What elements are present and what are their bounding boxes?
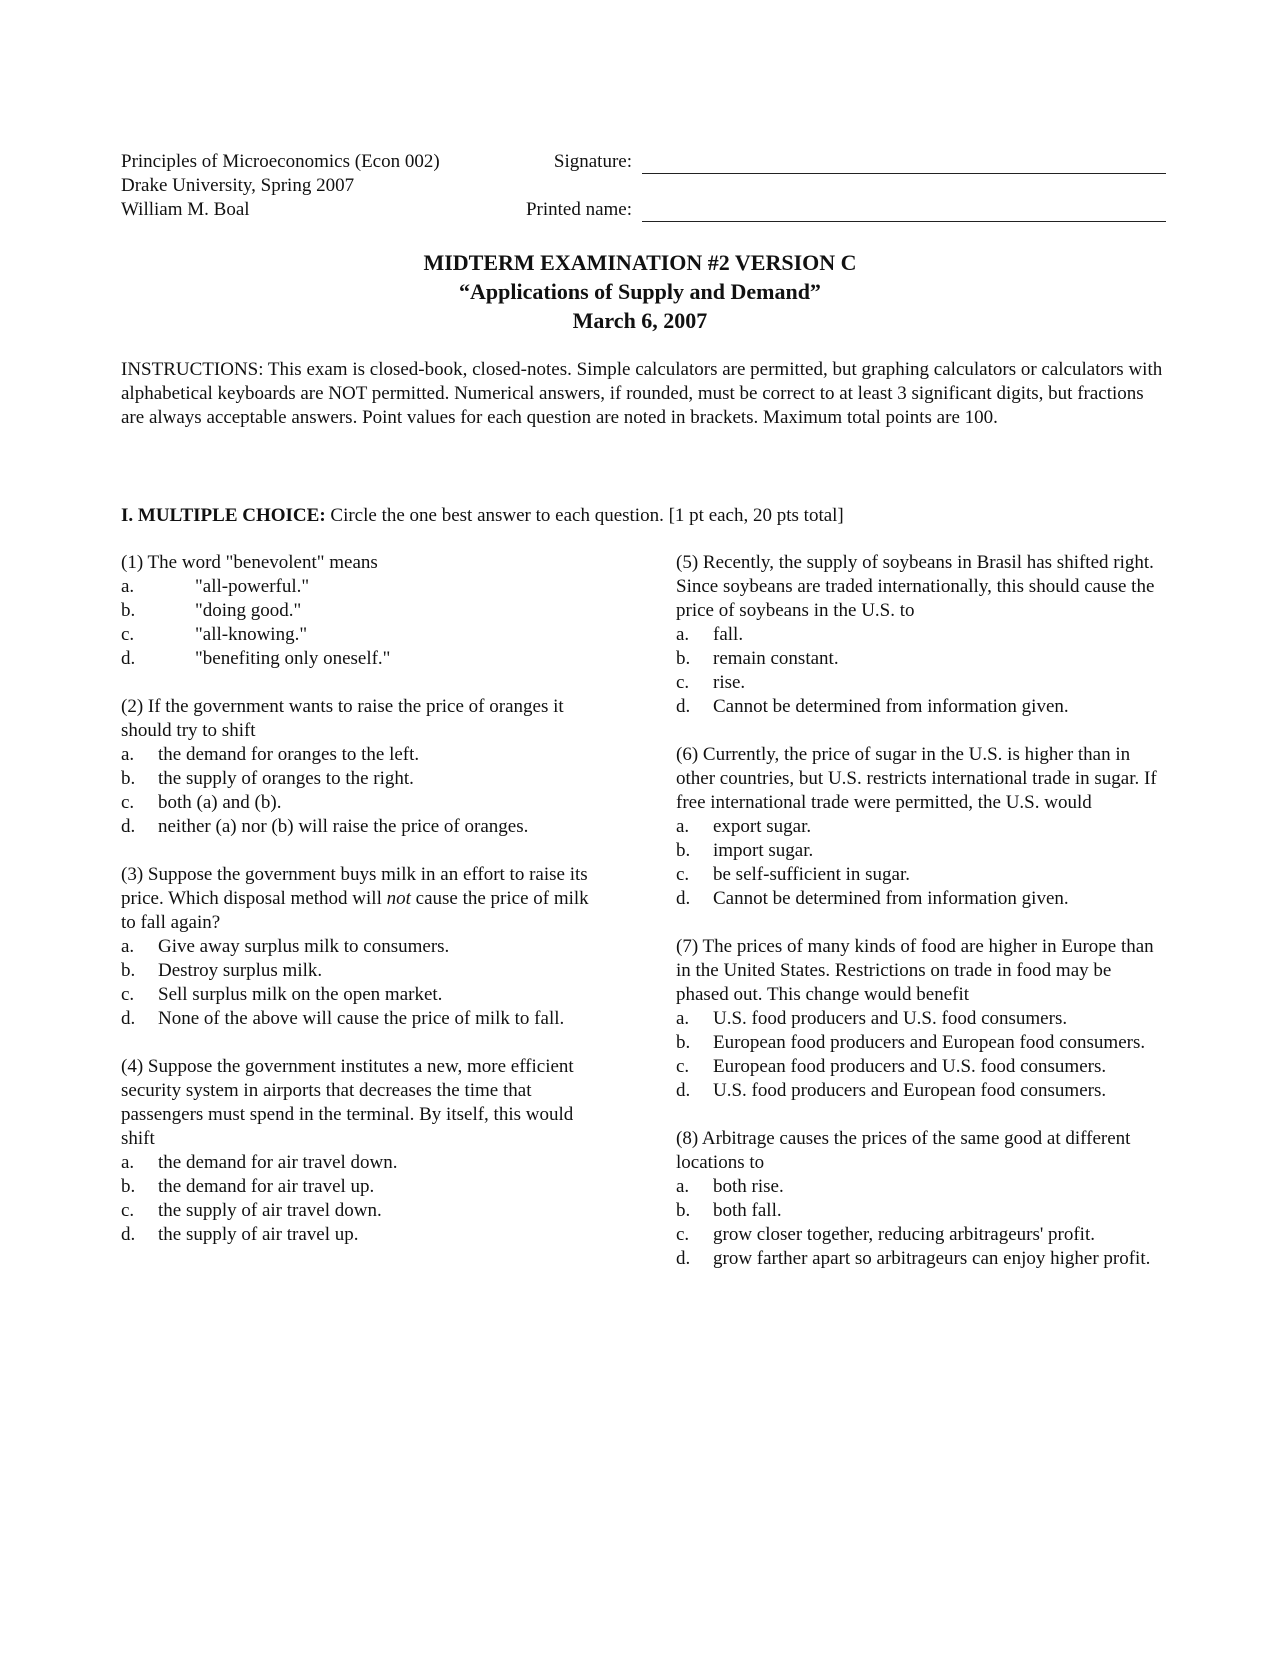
option-text: U.S. food producers and European food consumers. bbox=[713, 1080, 1107, 1101]
option-d[interactable] bbox=[121, 1223, 601, 1247]
option-d[interactable] bbox=[121, 815, 601, 839]
question-stem: (5) Recently, the supply of soybeans in Brasil has shifted right. Since soybeans are traded internationally, this should cause the price of soybeans in the U.S. to bbox=[676, 552, 1155, 621]
course-info bbox=[121, 150, 440, 222]
option-text: grow closer together, reducing arbitrageurs' profit. bbox=[713, 1224, 1095, 1245]
option-text: both (a) and (b). bbox=[158, 792, 282, 813]
option-text: Sell surplus milk on the open market. bbox=[158, 984, 443, 1005]
course-name: Principles of Microeconomics (Econ 002) bbox=[121, 151, 440, 172]
question-stem: (6) Currently, the price of sugar in the U.S. is higher than in other countries, but U.S. restricts international trade in sugar. If free international trade were permitted, the U.S. would bbox=[676, 744, 1157, 813]
option-d[interactable] bbox=[121, 647, 601, 671]
section-title: I. MULTIPLE CHOICE: bbox=[121, 505, 326, 526]
option-text: European food producers and U.S. food consumers. bbox=[713, 1056, 1107, 1077]
option-letter: d. bbox=[121, 648, 136, 669]
option-a[interactable] bbox=[121, 1151, 601, 1175]
option-text: neither (a) nor (b) will raise the price of oranges. bbox=[158, 816, 529, 837]
question-5 bbox=[676, 551, 1166, 719]
question-stem: (8) Arbitrage causes the prices of the same good at different locations to bbox=[676, 1128, 1131, 1173]
header bbox=[121, 150, 1166, 226]
question-stem: (7) The prices of many kinds of food are higher in Europe than in the United States. Restrictions on trade in food may be phased out. This change would benefit bbox=[676, 936, 1154, 1005]
option-text: the demand for oranges to the left. bbox=[158, 744, 420, 765]
option-letter: a. bbox=[121, 576, 135, 597]
question-4 bbox=[121, 1055, 601, 1247]
option-letter: a. bbox=[676, 624, 690, 645]
option-text: European food producers and European food consumers. bbox=[713, 1032, 1146, 1053]
option-letter: d. bbox=[121, 1224, 136, 1245]
option-text: "doing good." bbox=[195, 600, 302, 621]
option-text: the supply of air travel down. bbox=[158, 1200, 382, 1221]
printed-name-label: Printed name: bbox=[525, 199, 632, 220]
option-text: grow farther apart so arbitrageurs can enjoy higher profit. bbox=[713, 1248, 1151, 1269]
option-a[interactable] bbox=[676, 623, 1166, 647]
option-letter: b. bbox=[676, 648, 691, 669]
option-letter: c. bbox=[121, 1200, 135, 1221]
question-1 bbox=[121, 551, 601, 671]
option-letter: a. bbox=[121, 744, 135, 765]
option-text: export sugar. bbox=[713, 816, 812, 837]
option-text: both fall. bbox=[713, 1200, 782, 1221]
option-d[interactable] bbox=[676, 695, 1166, 719]
option-b[interactable] bbox=[676, 1031, 1166, 1055]
question-stem: (1) The word "benevolent" means bbox=[121, 552, 378, 573]
stem-after: cause the price of milk to fall again? bbox=[121, 888, 589, 933]
option-text: Give away surplus milk to consumers. bbox=[158, 936, 450, 957]
option-text: U.S. food producers and U.S. food consumers. bbox=[713, 1008, 1068, 1029]
option-text: "all-knowing." bbox=[195, 624, 308, 645]
question-stem: (2) If the government wants to raise the price of oranges it should try to shift bbox=[121, 696, 564, 741]
right-column bbox=[676, 551, 1166, 1295]
option-text: rise. bbox=[713, 672, 746, 693]
option-a[interactable] bbox=[676, 1007, 1166, 1031]
option-text: Destroy surplus milk. bbox=[158, 960, 323, 981]
option-text: Cannot be determined from information given. bbox=[713, 696, 1069, 717]
option-letter: b. bbox=[676, 1032, 691, 1053]
option-text: "benefiting only oneself." bbox=[195, 648, 391, 669]
option-letter: c. bbox=[676, 672, 690, 693]
option-letter: a. bbox=[121, 1152, 135, 1173]
title-line-3: March 6, 2007 bbox=[572, 308, 708, 333]
option-c[interactable] bbox=[676, 863, 1166, 887]
section-heading bbox=[121, 504, 1166, 528]
option-letter: c. bbox=[676, 1224, 690, 1245]
option-letter: c. bbox=[121, 984, 135, 1005]
option-b[interactable] bbox=[676, 839, 1166, 863]
title-line-1: MIDTERM EXAMINATION #2 VERSION C bbox=[423, 250, 857, 275]
question-6 bbox=[676, 743, 1166, 911]
option-letter: b. bbox=[121, 1176, 136, 1197]
option-letter: d. bbox=[676, 1248, 691, 1269]
option-text: remain constant. bbox=[713, 648, 839, 669]
option-d[interactable] bbox=[676, 1247, 1166, 1271]
option-b[interactable] bbox=[121, 1175, 601, 1199]
question-stem: (4) Suppose the government institutes a new, more efficient security system in airports that decreases the time that passengers must spend in the terminal. By itself, this would shift bbox=[121, 1056, 574, 1149]
question-7 bbox=[676, 935, 1166, 1103]
option-letter: b. bbox=[121, 768, 136, 789]
option-d[interactable] bbox=[676, 887, 1166, 911]
option-letter: b. bbox=[121, 600, 136, 621]
option-c[interactable] bbox=[121, 1199, 601, 1223]
option-text: import sugar. bbox=[713, 840, 814, 861]
option-a[interactable] bbox=[676, 1175, 1166, 1199]
option-letter: a. bbox=[676, 1176, 690, 1197]
option-letter: c. bbox=[676, 864, 690, 885]
option-letter: a. bbox=[676, 816, 690, 837]
option-c[interactable] bbox=[676, 1055, 1166, 1079]
option-letter: a. bbox=[676, 1008, 690, 1029]
option-text: None of the above will cause the price of milk to fall. bbox=[158, 1008, 565, 1029]
printed-name-line[interactable] bbox=[642, 201, 1166, 222]
option-letter: b. bbox=[676, 1200, 691, 1221]
option-text: the demand for air travel down. bbox=[158, 1152, 398, 1173]
signature-row bbox=[554, 150, 1166, 174]
option-b[interactable] bbox=[121, 959, 601, 983]
stem-before: (3) Suppose the government buys milk in an effort to raise its price. Which disposal method will bbox=[121, 864, 588, 909]
option-a[interactable] bbox=[121, 935, 601, 959]
option-d[interactable] bbox=[676, 1079, 1166, 1103]
option-c[interactable] bbox=[676, 671, 1166, 695]
option-d[interactable] bbox=[121, 1007, 601, 1031]
signature-label: Signature: bbox=[553, 151, 632, 172]
option-letter: a. bbox=[121, 936, 135, 957]
option-c[interactable] bbox=[121, 791, 601, 815]
option-letter: d. bbox=[676, 888, 691, 909]
option-text: the supply of air travel up. bbox=[158, 1224, 359, 1245]
instructions: INSTRUCTIONS: This exam is closed-book, closed-notes. Simple calculators are permitted, but graphing calculators or calculators with alphabetical keyboards are NOT permitted. Numerical answers, if rounded, must be correct to at least 3 significant digits, but fractions are always acceptable answers. Point values for each question are noted in brackets. Maximum total points are 100. bbox=[121, 359, 1163, 428]
signature-line[interactable] bbox=[642, 153, 1166, 174]
option-a[interactable] bbox=[676, 815, 1166, 839]
option-letter: c. bbox=[676, 1056, 690, 1077]
option-text: be self-sufficient in sugar. bbox=[713, 864, 910, 885]
option-text: "all-powerful." bbox=[195, 576, 310, 597]
option-letter: d. bbox=[121, 1008, 136, 1029]
option-text: Cannot be determined from information given. bbox=[713, 888, 1069, 909]
option-letter: c. bbox=[121, 624, 135, 645]
question-8 bbox=[676, 1127, 1166, 1271]
option-a[interactable] bbox=[121, 575, 601, 599]
option-text: both rise. bbox=[713, 1176, 784, 1197]
option-b[interactable] bbox=[121, 599, 601, 623]
question-2 bbox=[121, 695, 601, 839]
option-letter: d. bbox=[676, 1080, 691, 1101]
option-b[interactable] bbox=[676, 1199, 1166, 1223]
section-text: Circle the one best answer to each question. [1 pt each, 20 pts total] bbox=[325, 505, 844, 526]
printed-name-row bbox=[526, 198, 1166, 222]
stem-emphasis: not bbox=[386, 888, 411, 909]
exam-title bbox=[0, 248, 1280, 335]
option-letter: b. bbox=[121, 960, 136, 981]
option-letter: c. bbox=[121, 792, 135, 813]
option-text: the demand for air travel up. bbox=[158, 1176, 375, 1197]
question-3 bbox=[121, 863, 601, 1031]
question-stem bbox=[121, 863, 601, 935]
option-text: the supply of oranges to the right. bbox=[158, 768, 414, 789]
option-c[interactable] bbox=[676, 1223, 1166, 1247]
option-letter: d. bbox=[676, 696, 691, 717]
option-a[interactable] bbox=[121, 743, 601, 767]
option-b[interactable] bbox=[121, 767, 601, 791]
option-c[interactable] bbox=[121, 983, 601, 1007]
option-b[interactable] bbox=[676, 647, 1166, 671]
option-letter: b. bbox=[676, 840, 691, 861]
option-c[interactable] bbox=[121, 623, 601, 647]
instructor-name: William M. Boal bbox=[121, 199, 250, 220]
school-term: Drake University, Spring 2007 bbox=[121, 175, 355, 196]
option-text: fall. bbox=[713, 624, 744, 645]
option-letter: d. bbox=[121, 816, 136, 837]
title-line-2: “Applications of Supply and Demand” bbox=[459, 279, 821, 304]
left-column bbox=[121, 551, 601, 1271]
